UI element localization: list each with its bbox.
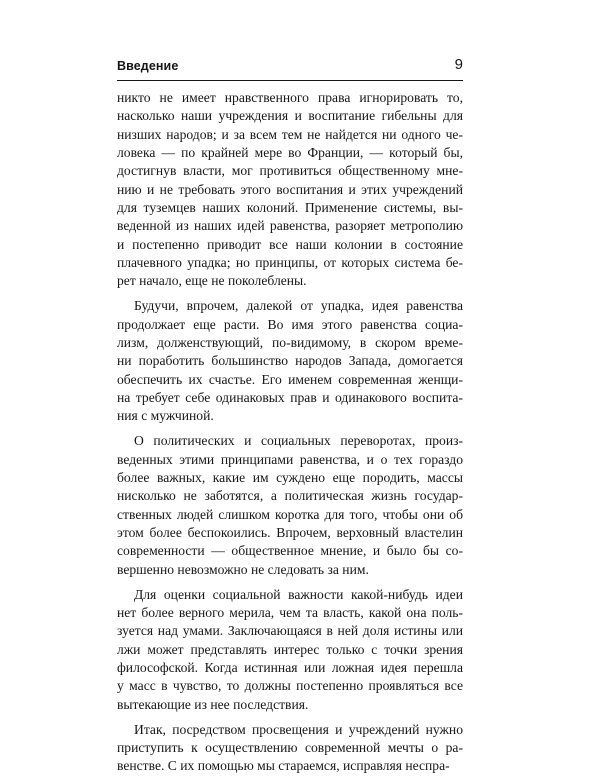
text-line: у масс в чувство, то должны постепенно проявляться все <box>117 678 463 694</box>
section-title: Введение <box>117 59 179 73</box>
text-line: О политических и социальных переворотах, произ- <box>134 433 463 449</box>
text-line: лжи может представлять интерес только с точки зрения <box>117 641 463 657</box>
paragraph <box>117 89 463 291</box>
body-text <box>117 89 463 776</box>
text-line: и постепенно приводит все наши колонии в состояние <box>117 236 463 252</box>
text-line: современности — общественное мнение, и было бы со- <box>117 543 463 559</box>
text-line: никто не имеет нравственного права игнорировать то, <box>117 90 463 105</box>
text-line: ния с мужчиной. <box>117 408 214 424</box>
text-line: насколько наши учреждения и воспитание гибельны для <box>117 108 463 124</box>
text-line: веденной из наших идей равенства, разоряет метрополию <box>117 218 463 234</box>
text-line: нисколько не заботятся, а политическая жизнь государ- <box>117 488 463 504</box>
text-line: достигнув власти, мог противиться общественному мне- <box>117 163 463 179</box>
paragraph <box>117 297 463 425</box>
running-header <box>117 57 463 75</box>
text-line: более важных, какие им суждено еще породить, массы <box>117 470 463 486</box>
text-line: низших народов; и за всем тем не найдется ни одного че- <box>117 126 463 142</box>
text-line: лизм, долженствующий, по-видимому, в скором време- <box>117 335 463 351</box>
text-line: Для оценки социальной важности какой-нибудь идеи <box>134 586 463 602</box>
paragraph <box>117 586 463 714</box>
text-line: венстве. С их помощью мы стараемся, исправляя неспра- <box>117 758 450 774</box>
text-line: приступить к осуществлению современной мечты о ра- <box>117 740 463 756</box>
text-line: для туземцев наших колоний. Применение системы, вы- <box>117 200 463 216</box>
text-line: нет более верного мерила, чем та власть, какой она поль- <box>117 605 463 621</box>
text-line: на требует себе одинаковых прав и одинакового воспита- <box>117 390 463 406</box>
text-line: вершенно невозможно не следовать за ним. <box>117 561 369 577</box>
text-line: ни поработить большинство народов Запада, домогается <box>117 353 463 369</box>
text-line: плачевного упадка; но принципы, от которых система бе- <box>117 255 463 271</box>
paragraph <box>117 721 463 776</box>
text-line: веденных этими принципами равенства, и о тех гораздо <box>117 451 463 467</box>
text-line: продолжает еще расти. Во имя этого равенства социа- <box>117 316 463 332</box>
paragraph <box>117 432 463 579</box>
text-line: Итак, посредством просвещения и учреждений нужно <box>134 721 463 737</box>
text-line: обеспечить их счастье. Его именем современная женщи- <box>117 371 463 387</box>
text-line: ственных людей слишком коротка для того, чтобы они об <box>117 506 463 522</box>
text-line: Будучи, впрочем, далекой от упадка, идея равенства <box>134 298 463 314</box>
text-line: нию и не требовать этого воспитания и этих учреждений <box>117 181 463 197</box>
text-line: философской. Когда истинная или ложная идея перешла <box>117 660 463 676</box>
text-line: вытекающие из нее последствия. <box>117 696 309 712</box>
text-line: ловека — по крайней мере во Франции, — который бы, <box>117 145 463 161</box>
text-line: рет начало, еще не поколеблены. <box>117 273 307 289</box>
text-line: зуется над умами. Заключающаяся в ней доля истины или <box>117 623 463 639</box>
page-number: 9 <box>454 56 463 73</box>
text-line: этом более беспокоились. Впрочем, верховный властелин <box>117 525 463 541</box>
header-rule <box>117 80 463 81</box>
